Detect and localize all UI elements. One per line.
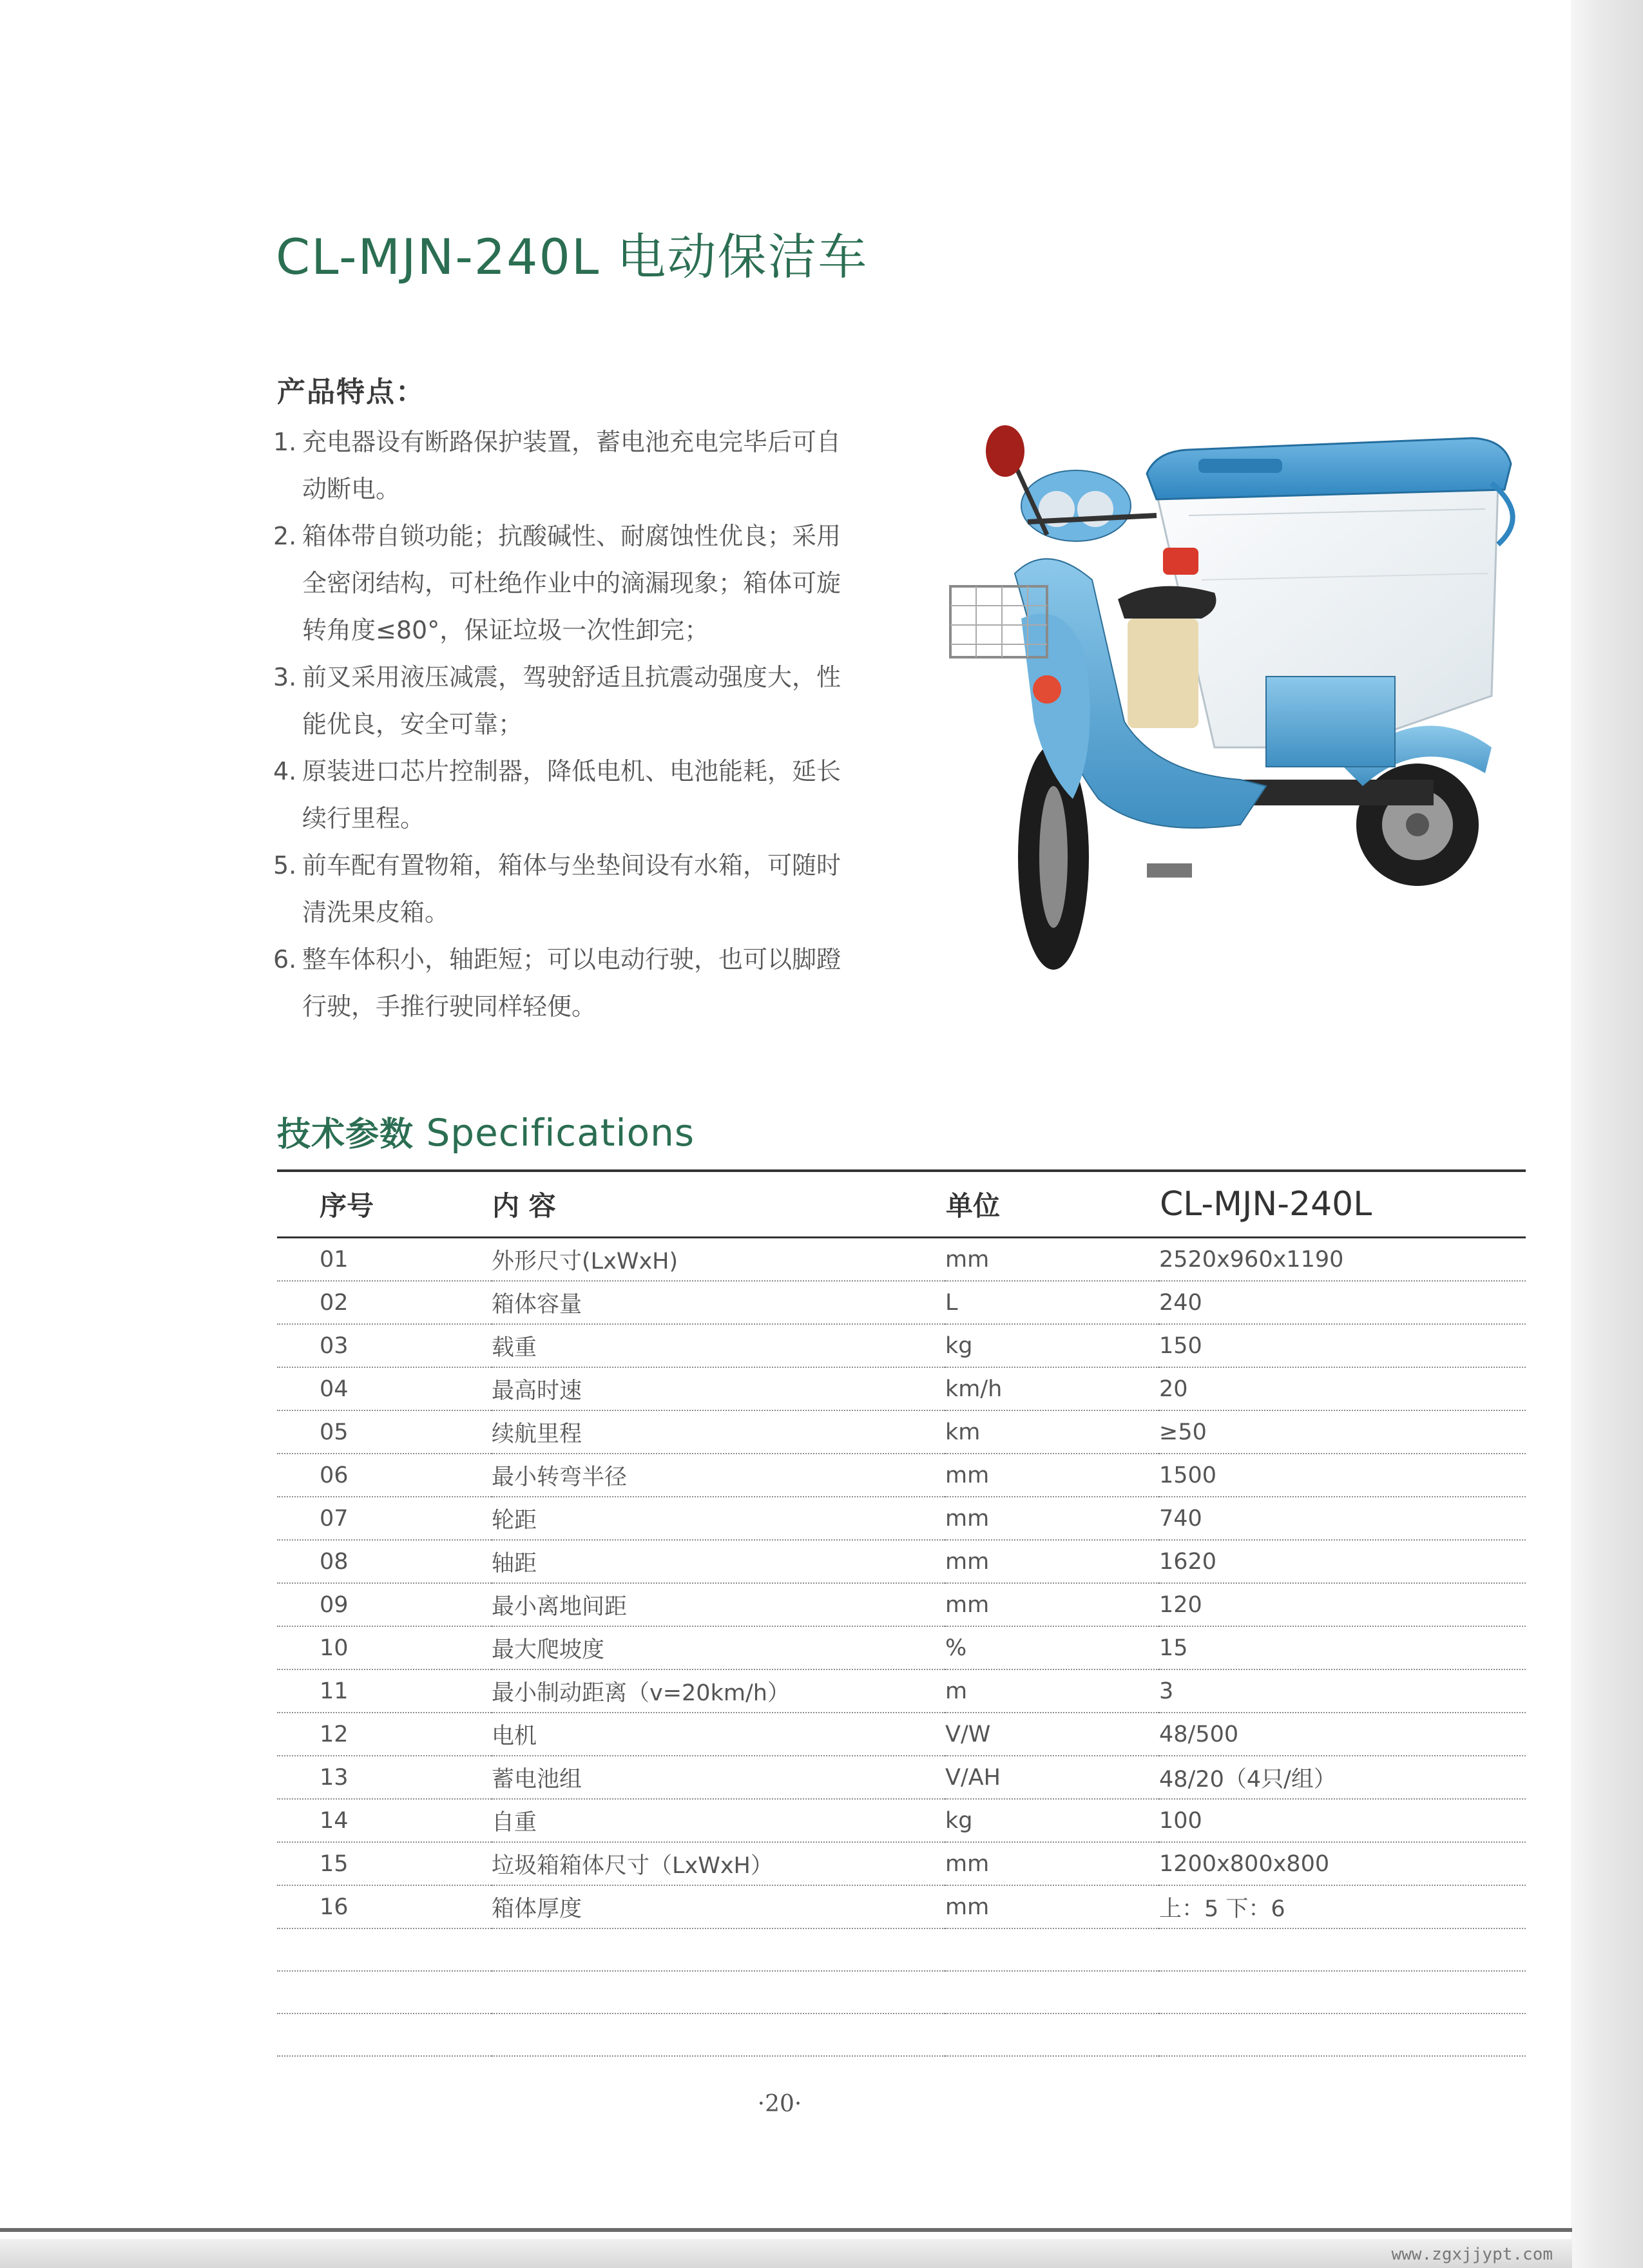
specifications-heading-cn: 技术参数 bbox=[277, 1115, 414, 1154]
cell-no: 04 bbox=[277, 1367, 492, 1410]
cell-item: 轴距 bbox=[492, 1540, 945, 1583]
lid-handle bbox=[1198, 459, 1282, 473]
cell-unit: V/W bbox=[945, 1713, 1159, 1756]
column-header-no: 序号 bbox=[277, 1171, 492, 1238]
table-row bbox=[277, 1540, 1526, 1583]
cell-item: 轮距 bbox=[492, 1497, 945, 1540]
feature-number: 4. bbox=[273, 757, 297, 785]
cell-value: 120 bbox=[1159, 1583, 1526, 1626]
cell-unit: kg bbox=[945, 1324, 1159, 1367]
cell-unit: mm bbox=[945, 1885, 1159, 1928]
cell-unit: mm bbox=[945, 1497, 1159, 1540]
table-row bbox=[277, 1583, 1526, 1626]
cell-no: 03 bbox=[277, 1324, 492, 1367]
cell-unit: mm bbox=[945, 1238, 1159, 1282]
cell-no: 06 bbox=[277, 1454, 492, 1497]
cell-unit: m bbox=[945, 1669, 1159, 1713]
table-row bbox=[277, 1799, 1526, 1842]
cell-item: 最小离地间距 bbox=[492, 1583, 945, 1626]
feature-text: 前车配有置物箱，箱体与坐垫间设有水箱，可随时清洗果皮箱。 bbox=[302, 851, 841, 927]
cell-no: 16 bbox=[277, 1885, 492, 1928]
table-row bbox=[277, 1367, 1526, 1410]
table-row-empty bbox=[277, 2013, 1526, 2056]
page-title: CL-MJN-240L 电动保洁车 bbox=[276, 228, 869, 285]
table-header-row bbox=[277, 1171, 1526, 1238]
features-heading: 产品特点： bbox=[277, 376, 425, 408]
cell-item: 最高时速 bbox=[492, 1367, 945, 1410]
table-row bbox=[277, 1410, 1526, 1454]
table-row bbox=[277, 1238, 1526, 1282]
cell-unit: mm bbox=[945, 1842, 1159, 1885]
cell-no: 15 bbox=[277, 1842, 492, 1885]
cell-item: 垃圾箱箱体尺寸（LxWxH） bbox=[492, 1842, 945, 1885]
feature-number: 3. bbox=[273, 663, 297, 691]
feature-item bbox=[273, 654, 853, 748]
table-row bbox=[277, 1324, 1526, 1367]
table-row bbox=[277, 1497, 1526, 1540]
feature-list bbox=[273, 419, 853, 1030]
specifications-table bbox=[277, 1169, 1526, 2057]
feature-number: 5. bbox=[273, 851, 297, 879]
cell-item: 续航里程 bbox=[492, 1410, 945, 1454]
feature-item bbox=[273, 748, 853, 842]
feature-item bbox=[273, 842, 853, 936]
table-row bbox=[277, 1885, 1526, 1928]
column-header-item: 内 容 bbox=[492, 1171, 945, 1238]
cell-value: 15 bbox=[1159, 1626, 1526, 1669]
cell-item: 最小转弯半径 bbox=[492, 1454, 945, 1497]
scan-edge-right bbox=[1571, 0, 1643, 2268]
cell-value: 48/500 bbox=[1159, 1713, 1526, 1756]
cell-value: 上：5 下：6 bbox=[1159, 1885, 1526, 1928]
cell-unit: km bbox=[945, 1410, 1159, 1454]
cell-value: 1500 bbox=[1159, 1454, 1526, 1497]
cell-unit: % bbox=[945, 1626, 1159, 1669]
front-indicator-light bbox=[1033, 675, 1061, 704]
cell-no: 08 bbox=[277, 1540, 492, 1583]
cell-item: 箱体厚度 bbox=[492, 1885, 945, 1928]
storage-water-tank bbox=[1128, 619, 1198, 728]
cell-no: 05 bbox=[277, 1410, 492, 1454]
cell-value: 150 bbox=[1159, 1324, 1526, 1367]
tail-light bbox=[1163, 548, 1198, 575]
cell-item: 外形尺寸(LxWxH) bbox=[492, 1238, 945, 1282]
cell-unit: V/AH bbox=[945, 1756, 1159, 1799]
cell-value: 1200x800x800 bbox=[1159, 1842, 1526, 1885]
table-row bbox=[277, 1626, 1526, 1669]
cell-no: 01 bbox=[277, 1238, 492, 1282]
cell-value: 100 bbox=[1159, 1799, 1526, 1842]
feature-number: 1. bbox=[273, 428, 297, 456]
cell-no: 09 bbox=[277, 1583, 492, 1626]
headlight-cowl bbox=[1021, 470, 1131, 541]
page-number: ·20· bbox=[757, 2091, 802, 2117]
cell-item: 最大爬坡度 bbox=[492, 1626, 945, 1669]
scan-line-bottom bbox=[0, 2228, 1572, 2232]
cell-value: 3 bbox=[1159, 1669, 1526, 1713]
seat bbox=[1118, 586, 1216, 619]
cell-no: 13 bbox=[277, 1756, 492, 1799]
table-row-empty bbox=[277, 1928, 1526, 1971]
cell-no: 02 bbox=[277, 1281, 492, 1324]
cell-no: 07 bbox=[277, 1497, 492, 1540]
cell-value: 2520x960x1190 bbox=[1159, 1238, 1526, 1282]
cell-item: 箱体容量 bbox=[492, 1281, 945, 1324]
cell-item: 蓄电池组 bbox=[492, 1756, 945, 1799]
feature-text: 箱体带自锁功能；抗酸碱性、耐腐蚀性优良；采用全密闭结构，可杜绝作业中的滴漏现象；箱体可旋转角度≤80°，保证垃圾一次性卸完； bbox=[302, 522, 841, 644]
mirror-icon bbox=[986, 425, 1024, 477]
cell-value: ≥50 bbox=[1159, 1410, 1526, 1454]
cell-value: 48/20（4只/组） bbox=[1159, 1756, 1526, 1799]
cell-unit: mm bbox=[945, 1454, 1159, 1497]
cell-unit: mm bbox=[945, 1583, 1159, 1626]
cell-item: 电机 bbox=[492, 1713, 945, 1756]
cell-item: 最小制动距离（v=20km/h） bbox=[492, 1669, 945, 1713]
table-row bbox=[277, 1281, 1526, 1324]
feature-text: 原装进口芯片控制器，降低电机、电池能耗，延长续行里程。 bbox=[302, 757, 841, 832]
table-row bbox=[277, 1842, 1526, 1885]
table-row-empty bbox=[277, 1971, 1526, 2013]
cell-no: 11 bbox=[277, 1669, 492, 1713]
scan-edge-bottom bbox=[0, 2239, 1572, 2268]
electric-cleaning-vehicle-image bbox=[854, 387, 1556, 992]
feature-number: 2. bbox=[273, 522, 297, 550]
cell-item: 自重 bbox=[492, 1799, 945, 1842]
table-row bbox=[277, 1713, 1526, 1756]
cell-no: 10 bbox=[277, 1626, 492, 1669]
feature-item bbox=[273, 936, 853, 1030]
feature-text: 充电器设有断路保护装置，蓄电池充电完毕后可自动断电。 bbox=[302, 428, 841, 503]
cell-value: 740 bbox=[1159, 1497, 1526, 1540]
feature-text: 前叉采用液压减震，驾驶舒适且抗震动强度大，性能优良，安全可靠； bbox=[302, 663, 841, 738]
watermark: www.zgxjjypt.com bbox=[1391, 2245, 1553, 2264]
cell-no: 14 bbox=[277, 1799, 492, 1842]
feature-item bbox=[273, 419, 853, 513]
specifications-heading-en: Specifications bbox=[426, 1111, 695, 1155]
battery-box bbox=[1266, 677, 1395, 767]
column-header-unit: 单位 bbox=[945, 1171, 1159, 1238]
cell-value: 20 bbox=[1159, 1367, 1526, 1410]
cell-unit: L bbox=[945, 1281, 1159, 1324]
cell-no: 12 bbox=[277, 1713, 492, 1756]
foot-pedal bbox=[1147, 863, 1192, 878]
cell-unit: km/h bbox=[945, 1367, 1159, 1410]
column-header-model: CL-MJN-240L bbox=[1159, 1171, 1526, 1238]
feature-item bbox=[273, 513, 853, 654]
specifications-heading bbox=[277, 1107, 695, 1155]
feature-text: 整车体积小，轴距短；可以电动行驶，也可以脚蹬行驶，手推行驶同样轻便。 bbox=[302, 945, 841, 1021]
table-row bbox=[277, 1669, 1526, 1713]
table-row bbox=[277, 1756, 1526, 1799]
cell-unit: mm bbox=[945, 1540, 1159, 1583]
cell-unit: kg bbox=[945, 1799, 1159, 1842]
cell-item: 载重 bbox=[492, 1324, 945, 1367]
table-row bbox=[277, 1454, 1526, 1497]
feature-number: 6. bbox=[273, 945, 297, 974]
cell-value: 240 bbox=[1159, 1281, 1526, 1324]
cell-value: 1620 bbox=[1159, 1540, 1526, 1583]
